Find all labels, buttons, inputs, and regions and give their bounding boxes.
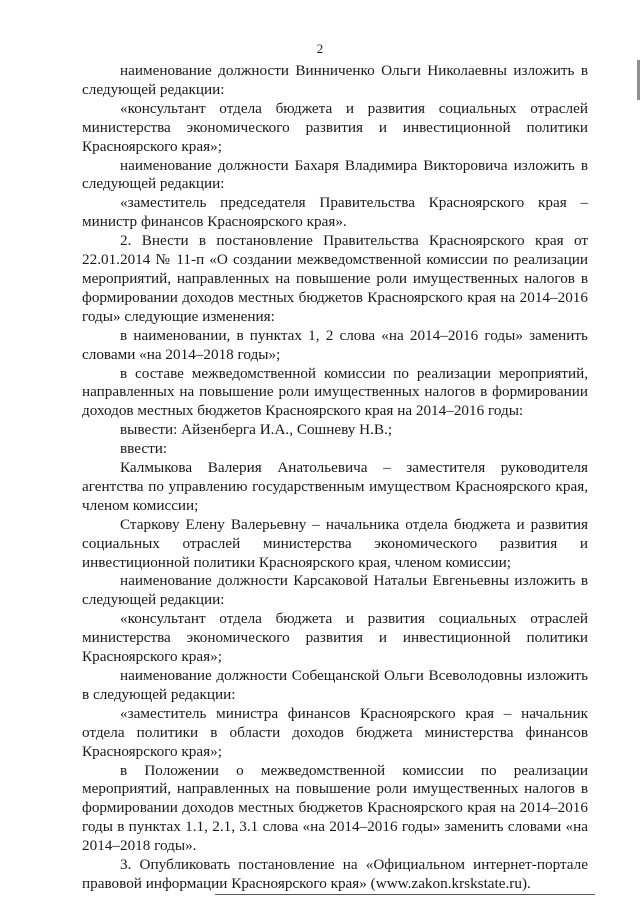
scan-bottom-line — [215, 894, 595, 895]
paragraph: ввести: — [120, 440, 168, 458]
paragraph: наименование должности Собещанской Ольги Всеволодовны изложить в следующей редакции: — [82, 667, 588, 703]
page-number: 2 — [316, 41, 324, 56]
paragraph: Старкову Елену Валерьевну – начальника отдела бюджета и развития социальных отраслей министерства экономического развития и инвестиционной политики Красноярского края, членом комиссии; — [82, 515, 588, 571]
document-body — [82, 62, 588, 894]
paragraph: «заместитель председателя Правительства Красноярского края – министр финансов Красноярского края». — [82, 194, 588, 231]
paragraph: 3. Опубликовать постановление на «Официальном интернет-портале правовой информации Красноярского края» (www.zakon.krskstate.ru). — [82, 856, 588, 892]
paragraph: 2. Внести в постановление Правительства Красноярского края от 22.01.2014 № 11-п «О создании межведомственной комиссии по реализации мероприятий, направленных на повышение роли имущественных налогов в формировании доходов местных бюджетов Красноярского края на 2014–2016 годы» следующие изменения: — [82, 232, 588, 325]
paragraph: Калмыкова Валерия Анатольевича – заместителя руководителя агентства по управлению государственным имуществом Красноярского края, членом комиссии; — [82, 459, 588, 514]
paragraph: «консультант отдела бюджета и развития социальных отраслей министерства экономического развития и инвестиционной политики Красноярского края»; — [82, 610, 588, 666]
paragraph: в составе межведомственной комиссии по реализации мероприятий, направленных на повышение роли имущественных налогов в формировании доходов местных бюджетов Красноярского края на 2014–2016 годы: — [82, 364, 588, 420]
paragraph: в Положении о межведомственной комиссии по реализации мероприятий, направленных на повышение роли имущественных налогов в формировании доходов местных бюджетов Красноярского края на 2014–2016 годы в пунктах 1.1, 2.1, 3.1 слова «на 2014–2016 годы» заменить словами «на 2014–2018 годы». — [82, 761, 588, 855]
paragraph: наименование должности Бахаря Владимира Викторовича изложить в следующей редакции: — [82, 156, 588, 193]
paragraph: «заместитель министра финансов Красноярского края – начальник отдела политики в области доходов бюджета министерства финансов Красноярского края»; — [82, 704, 588, 760]
paragraph: в наименовании, в пунктах 1, 2 слова «на 2014–2016 годы» заменить словами «на 2014–2018 годы»; — [82, 326, 588, 363]
paragraph: наименование должности Винниченко Ольги Николаевны изложить в следующей редакции: — [82, 62, 588, 98]
paragraph: наименование должности Карсаковой Натальи Евгеньевны изложить в следующей редакции: — [82, 572, 588, 609]
paragraph: вывести: Айзенберга И.А., Сошневу Н.В.; — [120, 421, 393, 439]
paragraph: «консультант отдела бюджета и развития социальных отраслей министерства экономического развития и инвестиционной политики Красноярского края»; — [82, 99, 588, 155]
